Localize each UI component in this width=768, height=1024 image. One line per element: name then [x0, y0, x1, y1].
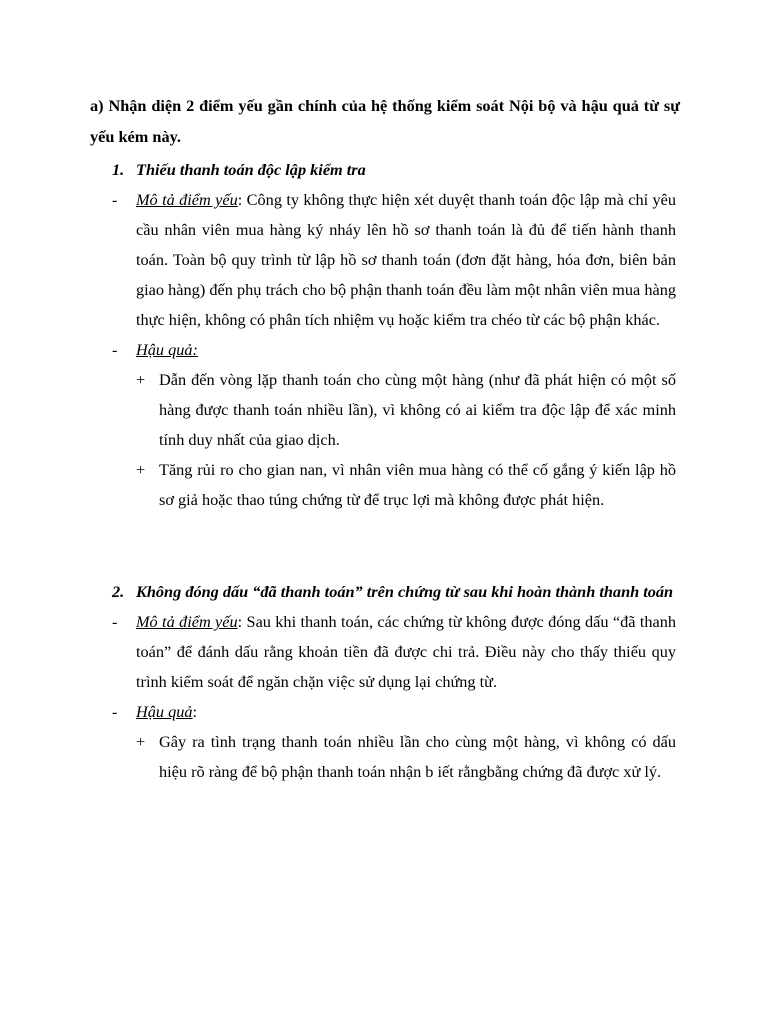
- description-text: : Công ty không thực hiện xét duyệt thanh toán độc lập mà chỉ yêu cầu nhân viên mua hàng ký nháy lên hồ sơ thanh toán là đủ để tiến hành thanh toán. Toàn bộ quy trình từ lập hồ sơ thanh toán (đơn đặt hàng, hóa đơn, biên bản giao hàng) đến phụ trách cho bộ phận thanh toán đều làm một nhân viên mua hàng thực hiện, không có phân tích nhiệm vụ hoặc kiểm tra chéo từ các bộ phận khác.: [136, 190, 676, 329]
- description-label: Mô tả điểm yếu: [136, 612, 238, 631]
- section-title: Không đóng dấu “đã thanh toán” trên chứng từ sau khi hoàn thành thanh toán: [136, 582, 674, 601]
- description-text: : Sau khi thanh toán, các chứng từ không được đóng dấu “đã thanh toán” để đánh dấu rằng khoản tiền đã được chi trả. Điều này cho thấy thiếu quy trình kiểm soát để ngăn chặn việc sử dụng lại chứng từ.: [136, 612, 676, 691]
- description-label: Mô tả điểm yếu: [136, 190, 238, 209]
- consequence-heading: [0, 335, 768, 365]
- section-2-title-row: [0, 577, 768, 607]
- plus-marker: +: [136, 460, 146, 479]
- dash-marker: -: [112, 340, 118, 359]
- consequence-heading: [0, 697, 768, 727]
- consequence-item: [0, 365, 768, 455]
- consequence-item: [0, 727, 768, 787]
- weakness-description: [0, 607, 768, 697]
- dash-marker: -: [112, 190, 118, 209]
- dash-marker: -: [112, 612, 118, 631]
- consequence-text: Gây ra tình trạng thanh toán nhiều lần cho cùng một hàng, vì không có dấu hiệu rõ ràng để bộ phận thanh toán nhận b iết rằngbằng chứng đã được xử lý.: [159, 732, 676, 781]
- weakness-description: [0, 185, 768, 335]
- consequence-item: [0, 455, 768, 515]
- section-number: 2.: [112, 582, 125, 601]
- section-1: [0, 155, 768, 515]
- consequence-label: Hậu quả:: [136, 340, 198, 359]
- section-2: [0, 577, 768, 787]
- section-number: 1.: [112, 160, 125, 179]
- section-title: Thiếu thanh toán độc lập kiểm tra: [136, 160, 366, 179]
- consequence-label: Hậu quả: [136, 702, 193, 721]
- consequence-text: Dẫn đến vòng lặp thanh toán cho cùng một hàng (như đã phát hiện có một số hàng được thanh toán nhiều lần), vì không có ai kiểm tra độc lập để xác minh tính duy nhất của giao dịch.: [159, 370, 676, 449]
- plus-marker: +: [136, 370, 146, 389]
- consequence-label-suffix: :: [192, 702, 198, 721]
- page-heading: a) Nhận diện 2 điểm yếu gần chính của hệ thống kiểm soát Nội bộ và hậu quả từ sự yếu kém này.: [90, 96, 680, 146]
- section-1-title-row: [0, 155, 768, 185]
- consequence-text: Tăng rủi ro cho gian nan, vì nhân viên mua hàng có thể cố gắng ý kiến lập hồ sơ giả hoặc thao túng chứng từ để trục lợi mà không được phát hiện.: [159, 460, 676, 509]
- plus-marker: +: [136, 732, 146, 751]
- dash-marker: -: [112, 702, 118, 721]
